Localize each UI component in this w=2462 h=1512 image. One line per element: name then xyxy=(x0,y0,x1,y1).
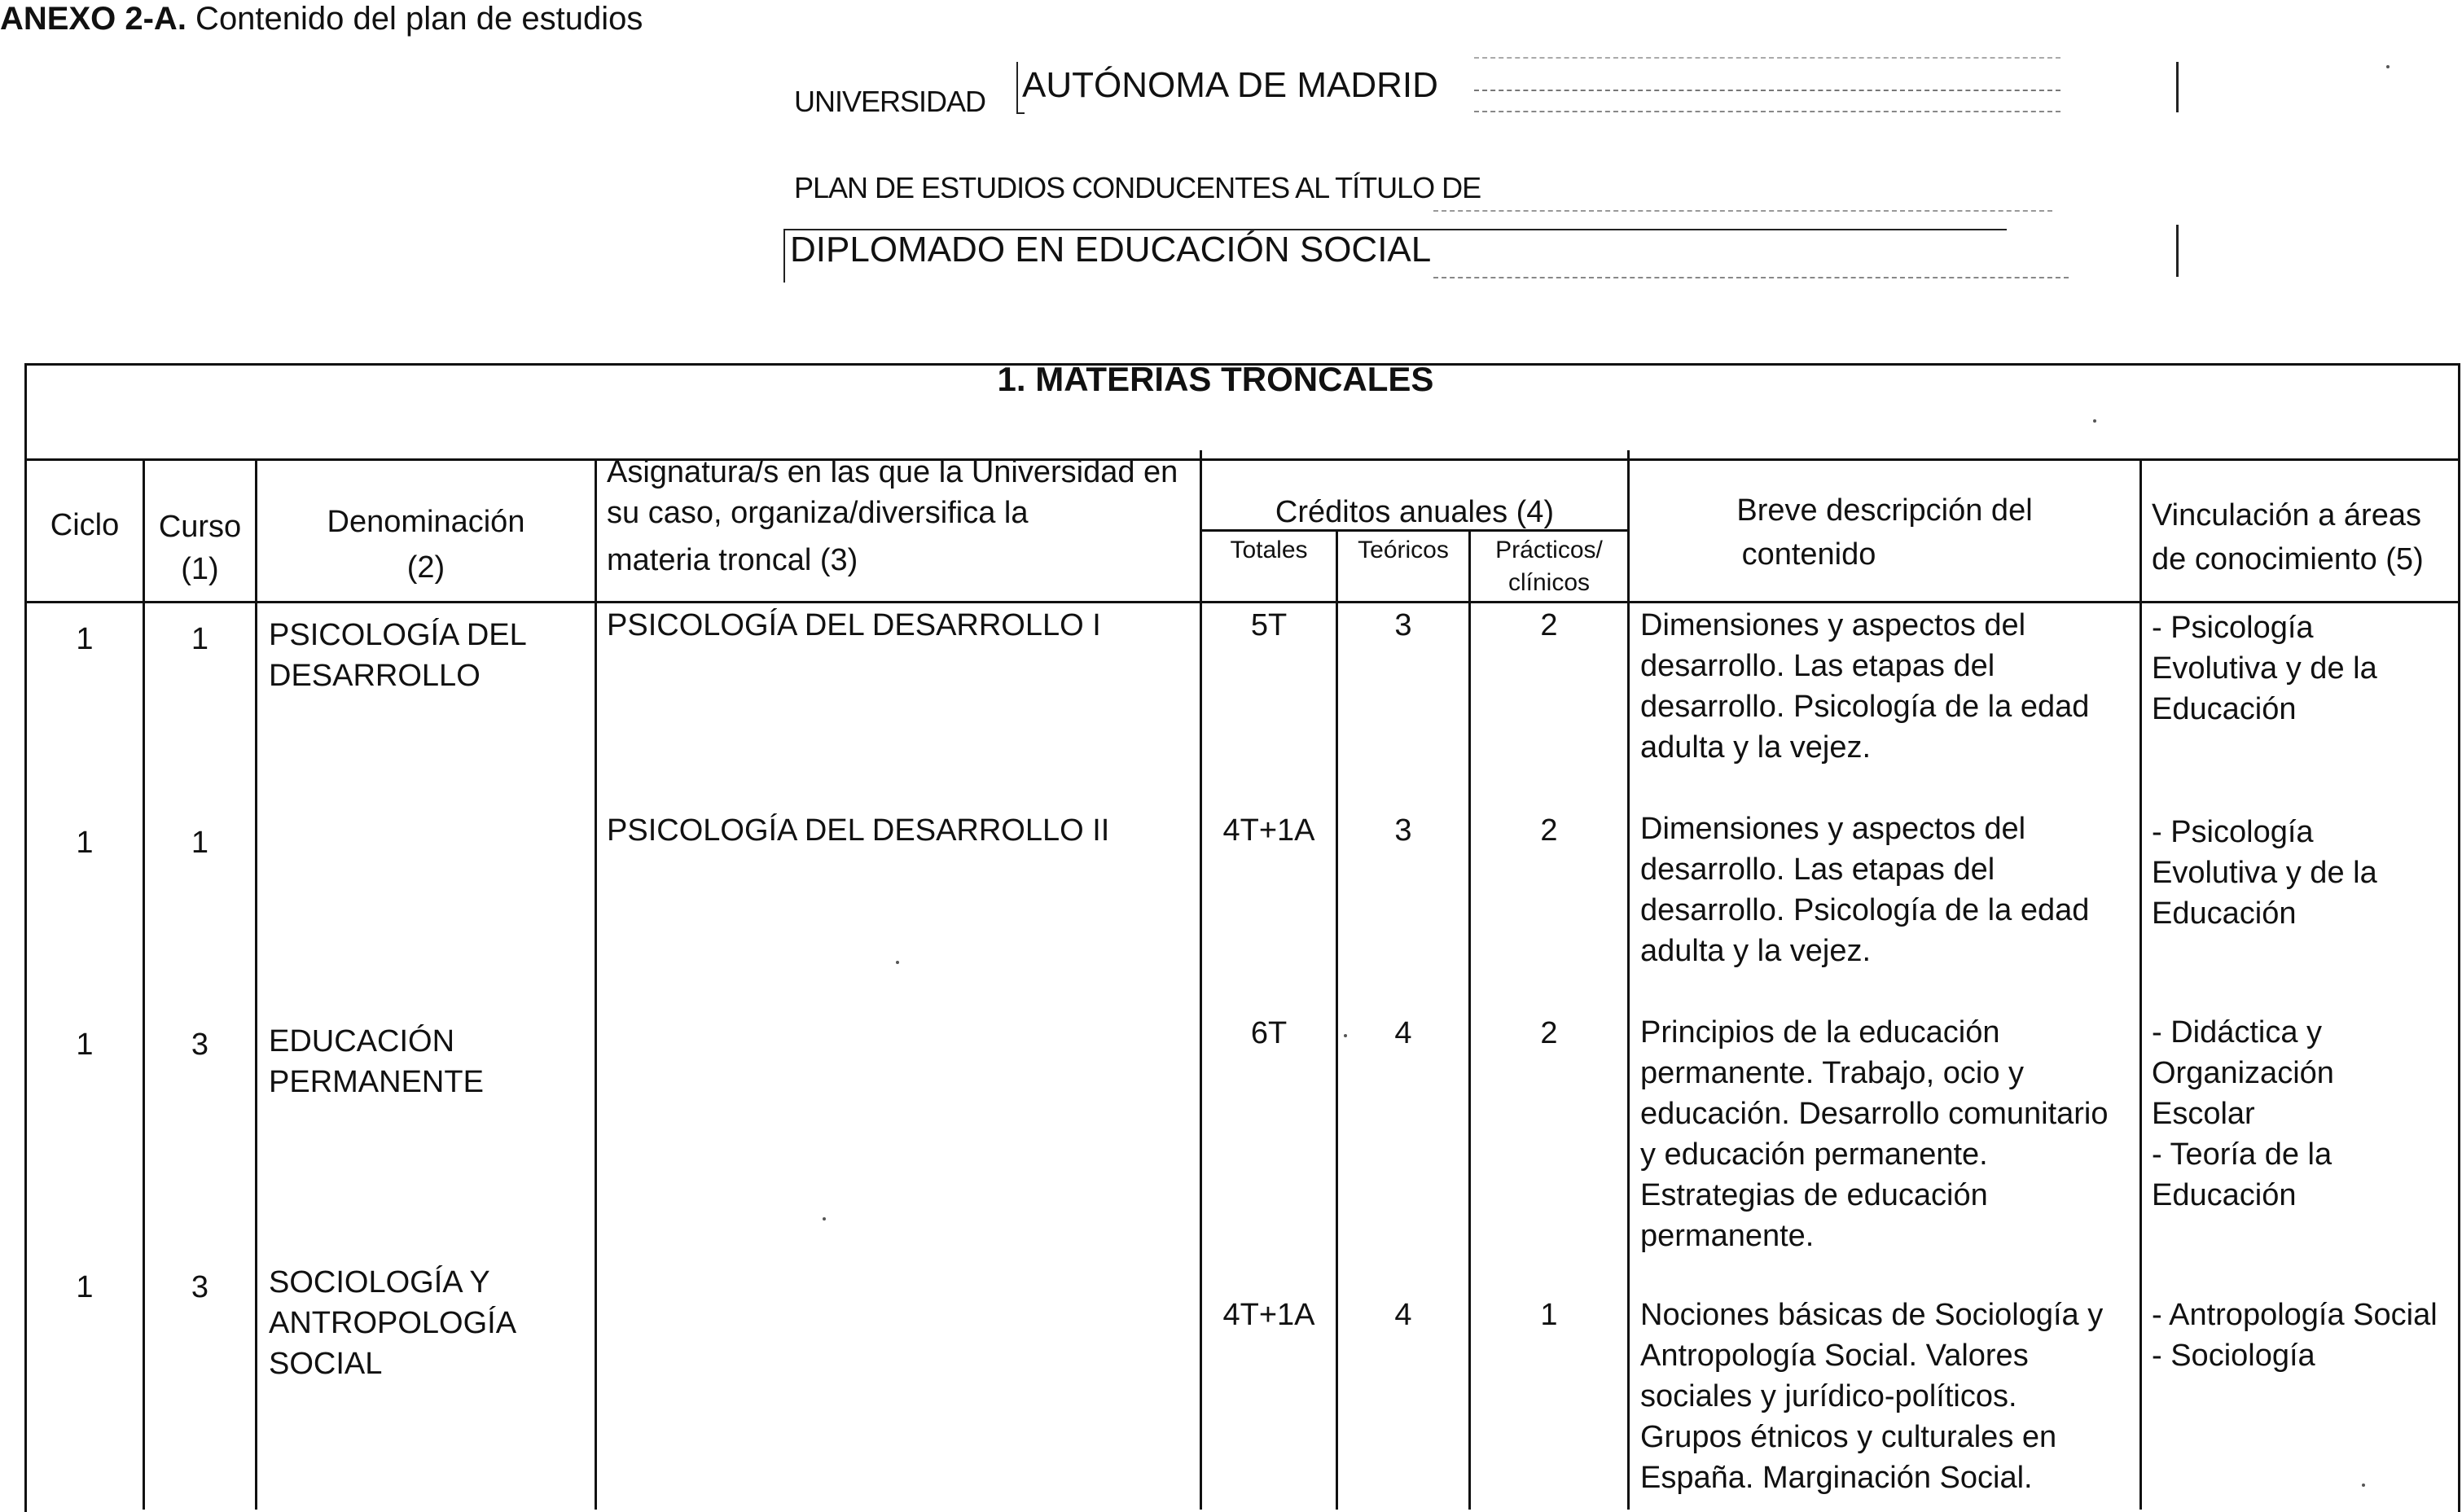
plan-dotted-line xyxy=(1433,277,2069,278)
column-divider xyxy=(143,458,145,1510)
scan-speck xyxy=(2362,1484,2365,1487)
cell-ciclo: 1 xyxy=(76,1270,94,1304)
header-asignatura-line1: Asignatura/s en las que la Universidad en xyxy=(607,455,1178,489)
cell-teoricos: 3 xyxy=(1394,608,1412,642)
header-totales: Totales xyxy=(1230,537,1308,563)
cell-descripcion-line: Dimensiones y aspectos del xyxy=(1640,812,2026,846)
header-curso-note: (1) xyxy=(181,552,219,586)
table-divider xyxy=(24,458,2458,461)
cell-vinculacion-line: - Teoría de la xyxy=(2152,1137,2333,1172)
cell-totales: 4T+1A xyxy=(1222,1298,1315,1332)
header-denominacion: Denominación xyxy=(327,505,525,539)
annex-title: Contenido del plan de estudios xyxy=(186,1,643,37)
column-divider xyxy=(1627,450,1630,1510)
cell-descripcion-line: sociales y jurídico-políticos. xyxy=(1640,1379,2017,1413)
column-divider xyxy=(255,458,257,1510)
cell-denominacion-line: PSICOLOGÍA DEL xyxy=(269,618,527,652)
column-divider xyxy=(2139,458,2142,1510)
cell-descripcion-line: desarrollo. Psicología de la edad xyxy=(1640,893,2090,927)
cell-asignatura: PSICOLOGÍA DEL DESARROLLO I xyxy=(607,608,1101,642)
cell-practicos: 2 xyxy=(1540,608,1558,642)
cell-vinculacion-line: Educación xyxy=(2152,692,2297,726)
header-divider xyxy=(24,601,2458,603)
cell-totales: 5T xyxy=(1250,608,1288,642)
cell-descripcion-line: Dimensiones y aspectos del xyxy=(1640,608,2026,642)
cell-practicos: 1 xyxy=(1540,1298,1558,1332)
header-descripcion-line1: Breve descripción del xyxy=(1736,493,2033,528)
cell-vinculacion-line: Educación xyxy=(2152,1178,2297,1212)
header-teoricos: Teóricos xyxy=(1358,537,1449,563)
plan-field-end xyxy=(2176,225,2179,277)
cell-teoricos: 3 xyxy=(1394,813,1412,848)
annex-number: ANEXO 2-A. xyxy=(0,1,187,37)
header-practicos-line2: clínicos xyxy=(1507,569,1591,596)
university-value: AUTÓNOMA DE MADRID xyxy=(1022,65,1438,105)
cell-vinculacion-line: - Didáctica y xyxy=(2152,1015,2323,1050)
header-curso: Curso xyxy=(158,510,242,544)
table-title: 1. MATERIAS TRONCALES xyxy=(997,360,1434,398)
scan-speck xyxy=(896,961,899,964)
cell-descripcion-line: desarrollo. Las etapas del xyxy=(1640,649,1995,683)
cell-vinculacion-line: Evolutiva y de la xyxy=(2152,651,2377,686)
cell-descripcion-line: Principios de la educación xyxy=(1640,1015,2000,1050)
cell-descripcion-line: Nociones básicas de Sociología y xyxy=(1640,1298,2104,1332)
scan-speck xyxy=(2386,65,2390,68)
cell-vinculacion-line: - Psicología xyxy=(2152,815,2314,849)
header-asignatura-line3: materia troncal (3) xyxy=(607,543,858,577)
cell-totales: 4T+1A xyxy=(1222,813,1315,848)
university-label: UNIVERSIDAD xyxy=(794,85,986,118)
cell-teoricos: 4 xyxy=(1394,1298,1412,1332)
scan-speck xyxy=(823,1217,826,1221)
cell-descripcion-line: y educación permanente. xyxy=(1640,1137,1988,1172)
university-dotted-line xyxy=(1474,111,2060,112)
cell-curso: 1 xyxy=(191,622,209,656)
plan-value: DIPLOMADO EN EDUCACIÓN SOCIAL xyxy=(790,230,1432,270)
university-dotted-line xyxy=(1474,57,2060,59)
cell-descripcion-line: adulta y la vejez. xyxy=(1640,730,1872,765)
scan-speck xyxy=(2093,419,2096,423)
university-dotted-line xyxy=(1474,90,2060,91)
cell-descripcion-line: adulta y la vejez. xyxy=(1640,934,1872,968)
cell-denominacion-line: SOCIAL xyxy=(269,1347,383,1381)
cell-curso: 3 xyxy=(191,1270,209,1304)
cell-descripcion-line: España. Marginación Social. xyxy=(1640,1461,2033,1495)
cell-ciclo: 1 xyxy=(76,826,94,860)
scan-speck xyxy=(1344,1034,1347,1037)
cell-denominacion-line: PERMANENTE xyxy=(269,1065,484,1099)
header-vinculacion-line1: Vinculación a áreas xyxy=(2152,498,2421,532)
cell-curso: 1 xyxy=(191,826,209,860)
cell-descripcion-line: permanente. Trabajo, ocio y xyxy=(1640,1056,2025,1090)
cell-vinculacion-line: Escolar xyxy=(2152,1097,2255,1131)
cell-vinculacion-line: - Antropología Social xyxy=(2152,1298,2438,1332)
column-divider xyxy=(595,458,597,1510)
header-creditos: Créditos anuales (4) xyxy=(1275,495,1555,529)
cell-descripcion-line: permanente. xyxy=(1640,1219,1815,1253)
cell-denominacion-line: DESARROLLO xyxy=(269,659,481,693)
cell-practicos: 2 xyxy=(1540,813,1558,848)
cell-descripcion-line: Antropología Social. Valores xyxy=(1640,1339,2029,1373)
header-denominacion-note: (2) xyxy=(406,550,445,585)
cell-vinculacion-line: - Psicología xyxy=(2152,611,2314,645)
cell-totales: 6T xyxy=(1250,1016,1288,1050)
cell-descripcion-line: educación. Desarrollo comunitario xyxy=(1640,1097,2109,1131)
cell-descripcion-line: desarrollo. Psicología de la edad xyxy=(1640,690,2090,724)
cell-vinculacion-line: - Sociología xyxy=(2152,1339,2315,1373)
cell-vinculacion-line: Evolutiva y de la xyxy=(2152,856,2377,890)
cell-denominacion-line: SOCIOLOGÍA Y xyxy=(269,1265,490,1299)
cell-denominacion-line: ANTROPOLOGÍA xyxy=(269,1306,517,1340)
cell-vinculacion-line: Organización xyxy=(2152,1056,2334,1090)
cell-denominacion-line: EDUCACIÓN xyxy=(269,1024,455,1058)
cell-asignatura: PSICOLOGÍA DEL DESARROLLO II xyxy=(607,813,1110,848)
cell-descripcion-line: Estrategias de educación xyxy=(1640,1178,1988,1212)
cell-ciclo: 1 xyxy=(76,1028,94,1062)
header-practicos-line1: Prácticos/ xyxy=(1495,537,1603,563)
cell-descripcion-line: Grupos étnicos y culturales en xyxy=(1640,1420,2057,1454)
cell-practicos: 2 xyxy=(1540,1016,1558,1050)
header-ciclo: Ciclo xyxy=(50,508,120,542)
cell-ciclo: 1 xyxy=(76,622,94,656)
cell-curso: 3 xyxy=(191,1028,209,1062)
cell-teoricos: 4 xyxy=(1394,1016,1412,1050)
header-vinculacion-line2: de conocimiento (5) xyxy=(2152,542,2424,576)
cell-vinculacion-line: Educación xyxy=(2152,896,2297,931)
cell-descripcion-line: desarrollo. Las etapas del xyxy=(1640,852,1995,887)
plan-label: PLAN DE ESTUDIOS CONDUCENTES AL TÍTULO DE xyxy=(794,171,1481,204)
university-field-end xyxy=(2176,62,2179,112)
header-asignatura-line2: su caso, organiza/diversifica la xyxy=(607,496,1029,530)
plan-dotted-line xyxy=(1433,210,2052,212)
annex-heading xyxy=(0,0,643,37)
header-descripcion-line2: contenido xyxy=(1741,537,1876,572)
